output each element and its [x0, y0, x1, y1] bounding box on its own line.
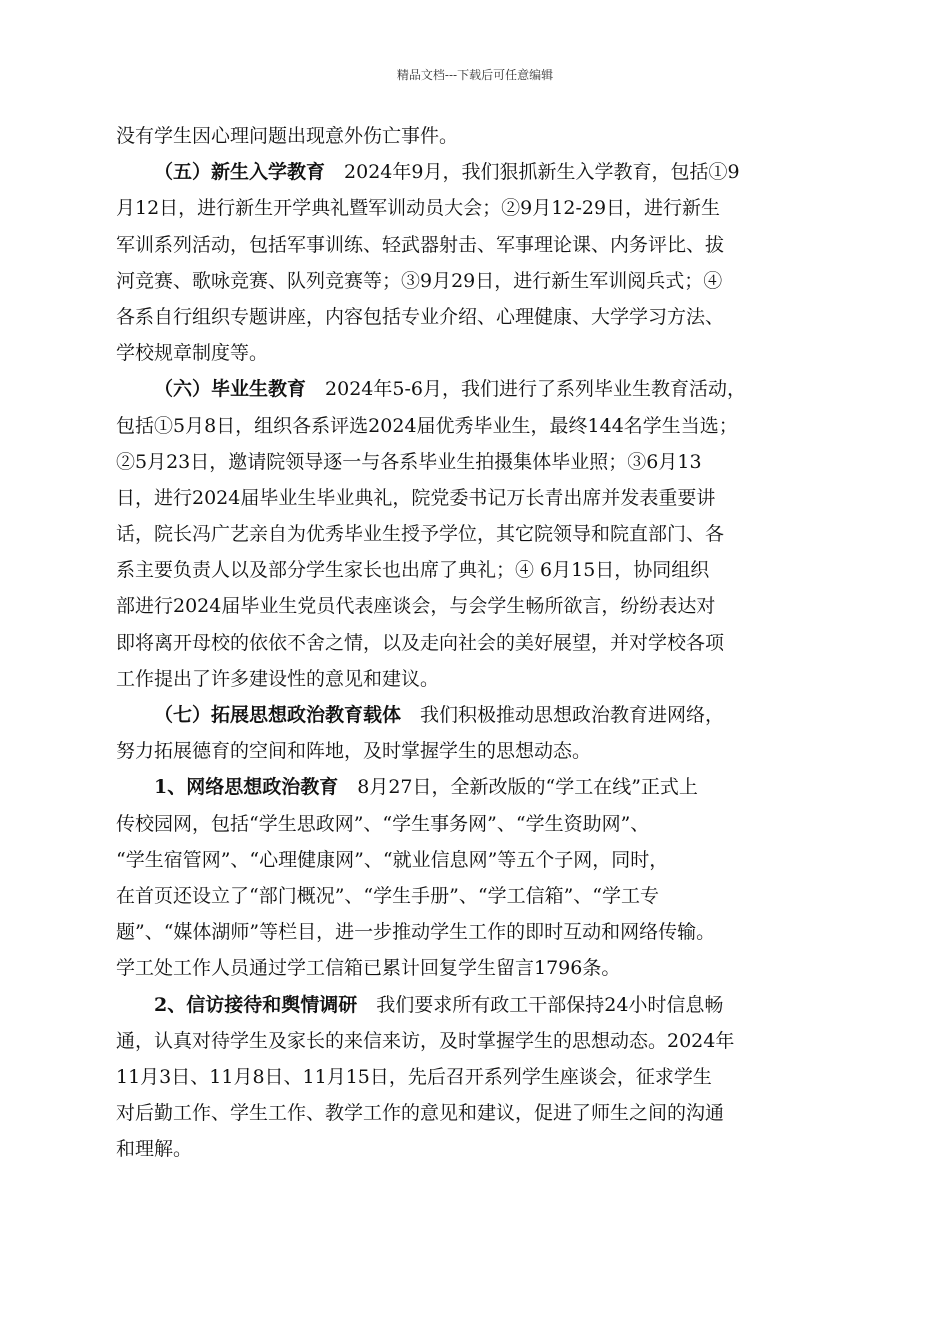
text-line	[116, 190, 846, 226]
text-line	[116, 878, 846, 914]
line-text: 2024年9月，我们狠抓新生入学教育，包括①9	[325, 161, 740, 184]
subsection-heading: 1、网络思想政治教育	[154, 776, 339, 799]
text-line	[116, 299, 846, 335]
line-text: 传校园网，包括“学生思政网”、“学生事务网”、“学生资助网”、	[116, 812, 650, 835]
line-text: 学校规章制度等。	[116, 342, 269, 365]
line-text: 河竞赛、歌咏竞赛、队列竞赛等；③9月29日，进行新生军训阅兵式；④	[116, 269, 723, 292]
line-text: “学生宿管网”、“心理健康网”、“就业信息网”等五个子网，同时，	[116, 848, 669, 871]
line-text: 11月3日、11月8日、11月15日，先后召开系列学生座谈会，征求学生	[116, 1065, 712, 1088]
line-text: 月12日，进行新生开学典礼暨军训动员大会；②9月12-29日，进行新生	[116, 197, 721, 220]
text-line	[116, 552, 846, 588]
section-heading: （六）毕业生教育	[154, 378, 307, 401]
text-line	[116, 227, 846, 263]
text-line	[116, 733, 846, 769]
text-line	[116, 154, 846, 190]
line-text: 包括①5月8日，组织各系评选2024届优秀毕业生，最终144名学生当选；	[116, 414, 738, 437]
section-heading: （五）新生入学教育	[154, 161, 326, 184]
text-line	[116, 661, 846, 697]
text-line	[116, 987, 846, 1023]
line-text: 日，进行2024届毕业生毕业典礼，院党委书记万长青出席并发表重要讲	[116, 486, 716, 509]
section-heading: （七）拓展思想政治教育载体	[154, 704, 402, 726]
line-text: 对后勤工作、学生工作、教学工作的意见和建议，促进了师生之间的沟通	[116, 1102, 725, 1125]
text-line	[116, 118, 846, 154]
text-line	[116, 914, 846, 950]
line-text: 部进行2024届毕业生党员代表座谈会，与会学生畅所欲言，纷纷表达对	[116, 595, 716, 618]
text-line	[116, 1059, 846, 1095]
text-line	[116, 444, 846, 480]
line-text: 通，认真对待学生及家长的来信来访，及时掌握学生的思想动态。2024年	[116, 1029, 735, 1052]
line-text: 2024年5-6月，我们进行了系列毕业生教育活动，	[306, 378, 746, 401]
text-line	[116, 697, 846, 733]
line-text: 没有学生因心理问题出现意外伤亡事件。	[116, 125, 459, 147]
line-text: 话，院长冯广艺亲自为优秀毕业生授予学位，其它院领导和院直部门、各	[116, 523, 725, 546]
line-text: 在首页还设立了“部门概况”、“学生手册”、“学工信箱”、“学工专	[116, 884, 659, 907]
line-text: 努力拓展德育的空间和阵地，及时掌握学生的思想动态。	[116, 740, 592, 763]
text-line	[116, 371, 846, 407]
line-text: 我们积极推动思想政治教育进网络，	[401, 704, 725, 726]
line-text: 军训系列活动，包括军事训练、轻武器射击、军事理论课、内务评比、拔	[116, 233, 725, 256]
text-line	[116, 480, 846, 516]
text-line	[116, 263, 846, 299]
line-text: 和理解。	[116, 1138, 193, 1161]
text-line	[116, 806, 846, 842]
line-text: 各系自行组织专题讲座，内容包括专业介绍、心理健康、大学学习方法、	[116, 305, 725, 328]
line-text: 学工处工作人员通过学工信箱已累计回复学生留言1796条。	[116, 957, 621, 980]
line-text: ②5月23日，邀请院领导逐一与各系毕业生拍摄集体毕业照；③6月13	[116, 450, 702, 473]
line-text: 即将离开母校的依依不舍之情，以及走向社会的美好展望，并对学校各项	[116, 631, 725, 654]
text-line	[116, 842, 846, 878]
subsection-heading: 2、信访接待和舆情调研	[154, 993, 358, 1016]
document-body	[116, 118, 846, 1167]
text-line	[116, 335, 846, 371]
line-text: 我们要求所有政工干部保持24小时信息畅	[357, 993, 724, 1016]
text-line	[116, 950, 846, 986]
text-line	[116, 516, 846, 552]
text-line	[116, 1131, 846, 1167]
text-line	[116, 588, 846, 624]
text-line	[116, 408, 846, 444]
line-text: 工作提出了许多建设性的意见和建议。	[116, 667, 440, 690]
page-header: 精品文档---下载后可任意编辑	[396, 68, 554, 82]
line-text: 系主要负责人以及部分学生家长也出席了典礼；④ 6月15日，协同组织	[116, 559, 710, 582]
text-line	[116, 625, 846, 661]
text-line	[116, 769, 846, 805]
text-line	[116, 1023, 846, 1059]
text-line	[116, 1095, 846, 1131]
line-text: 题”、“媒体湖师”等栏目，进一步推动学生工作的即时互动和网络传输。	[116, 921, 716, 944]
line-text: 8月27日，全新改版的“学工在线”正式上	[338, 776, 698, 799]
